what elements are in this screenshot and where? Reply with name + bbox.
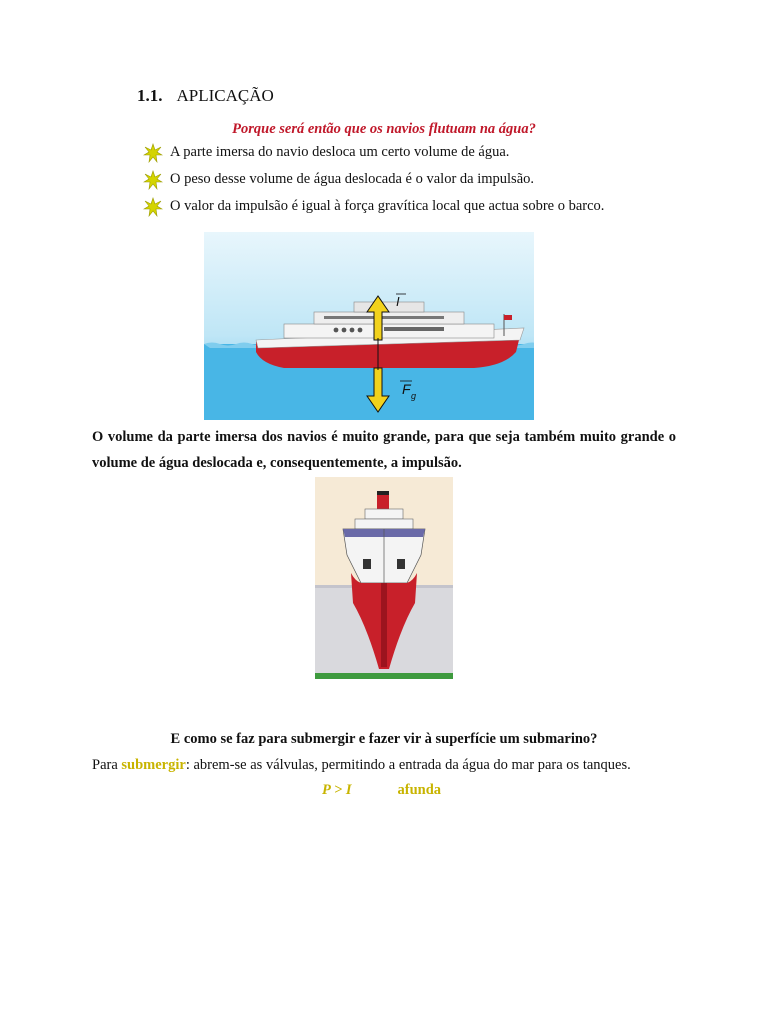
bottom-strip bbox=[315, 673, 453, 679]
bullet-list bbox=[143, 139, 604, 220]
star-bullet-icon bbox=[143, 143, 163, 163]
list-item bbox=[143, 139, 604, 166]
formula-equation: P > I bbox=[322, 782, 352, 798]
bullet-text-1: A parte imersa do navio desloca um certo volume de água. bbox=[170, 144, 510, 160]
bullet-text-3: O valor da impulsão é igual à força gravítica local que actua sobre o barco. bbox=[170, 198, 605, 214]
buoyancy-label: I bbox=[396, 294, 400, 309]
submerge-text: : abrem-se as válvulas, permitindo a entrada da água do mar para os tanques. bbox=[185, 757, 631, 773]
submarine-question: E como se faz para submergir e fazer vir à superfície um submarino? bbox=[170, 731, 598, 747]
section-title: APLICAÇÃO bbox=[176, 86, 274, 105]
submerge-keyword: submergir bbox=[121, 757, 186, 773]
question-heading: Porque será então que os navios flutuam na água? bbox=[232, 121, 536, 137]
ship-front-view-illustration bbox=[315, 477, 453, 679]
section-number: 1.1. bbox=[137, 86, 163, 105]
bullet-text-2: O peso desse volume de água deslocada é o valor da impulsão. bbox=[170, 171, 535, 187]
ship-bridge bbox=[354, 302, 424, 312]
gravity-label: F bbox=[402, 381, 411, 397]
star-bullet-icon bbox=[143, 170, 163, 190]
section-heading bbox=[137, 86, 274, 106]
formula-result: afunda bbox=[397, 782, 442, 798]
submerge-prefix: Para bbox=[92, 757, 122, 773]
gravity-label-subscript: g bbox=[411, 391, 417, 401]
list-item bbox=[143, 193, 604, 220]
submerge-line bbox=[92, 757, 631, 774]
explanation-paragraph: O volume da parte imersa dos navios é muito grande, para que seja também muito grande o volume de água deslocada e, consequentemente, a impulsão. bbox=[92, 429, 676, 471]
list-item bbox=[143, 166, 604, 193]
formula-line bbox=[322, 782, 441, 799]
floating-ship-illustration bbox=[204, 232, 534, 420]
star-bullet-icon bbox=[143, 197, 163, 217]
